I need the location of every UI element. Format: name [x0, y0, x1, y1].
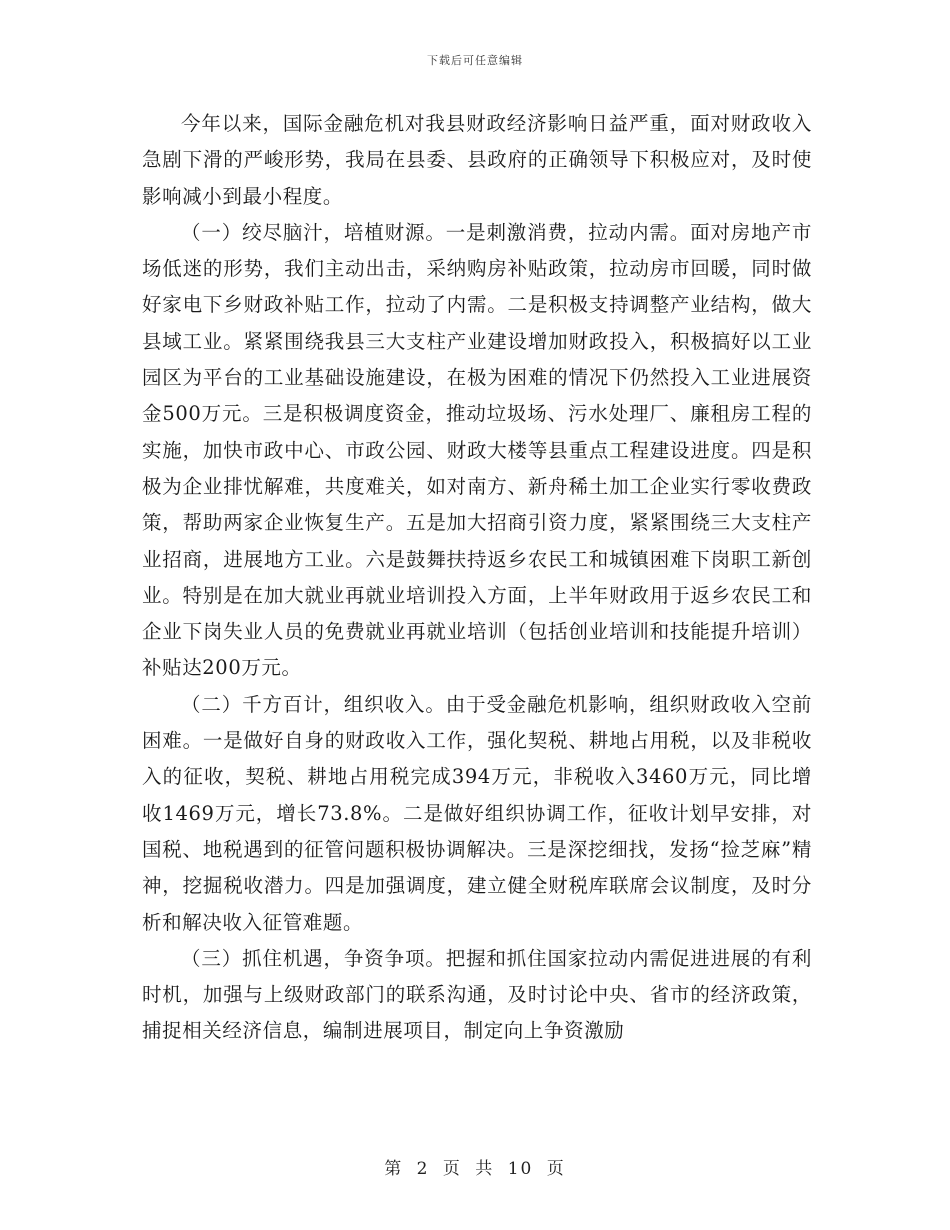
paragraph-section-2: （二）千方百计，组织收入。由于受金融危机影响，组织财政收入空前困难。一是做好自身的财政收入工作，强化契税、耕地占用税，以及非税收入的征收，契税、耕地占用税完成394万元，非税收入3460万元，同比增收1469万元，增长73.8%。二是做好组织协调工作，征收计划早安排，对国税、地税遇到的征管问题积极协调解决。三是深挖细找，发扬“捡芝麻”精神，挖掘税收潜力。四是加强调度，建立健全财税库联席会议制度，及时分析和解决收入征管难题。 [142, 692, 812, 934]
paragraph-intro: 今年以来，国际金融危机对我县财政经济影响日益严重，面对财政收入急剧下滑的严峻形势，我局在县委、县政府的正确领导下积极应对，及时使影响减小到最小程度。 [142, 112, 812, 208]
paragraph-section-1: （一）绞尽脑汁，培植财源。一是刺激消费，拉动内需。面对房地产市场低迷的形势，我们主动出击，采纳购房补贴政策，拉动房市回暖，同时做好家电下乡财政补贴工作，拉动了内需。二是积极支持调整产业结构，做大县域工业。紧紧围绕我县三大支柱产业建设增加财政投入，积极搞好以工业园区为平台的工业基础设施建设，在极为困难的情况下仍然投入工业进展资金500万元。三是积极调度资金，推动垃圾场、污水处理厂、廉租房工程的实施，加快市政中心、市政公园、财政大楼等县重点工程建设进度。四是积极为企业排忧解难，共度难关，如对南方、新舟稀土加工企业实行零收费政策，帮助两家企业恢复生产。五是加大招商引资力度，紧紧围绕三大支柱产业招商，进展地方工业。六是鼓舞扶持返乡农民工和城镇困难下岗职工新创业。特别是在加大就业再就业培训投入方面，上半年财政用于返乡农民工和企业下岗失业人员的免费就业再就业培训（包括创业培训和技能提升培训）补贴达200万元。 [142, 220, 812, 680]
page-header-note: 下载后可任意编辑 [427, 54, 523, 67]
document-body [142, 106, 812, 1050]
page-number: 第 2 页 共 10 页 [384, 1159, 566, 1179]
paragraph-section-3: （三）抓住机遇，争资争项。把握和抓住国家拉动内需促进进展的有利时机，加强与上级财政部门的联系沟通，及时讨论中央、省市的经济政策，捕捉相关经济信息，编制进展项目，制定向上争资激励 [142, 946, 812, 1043]
